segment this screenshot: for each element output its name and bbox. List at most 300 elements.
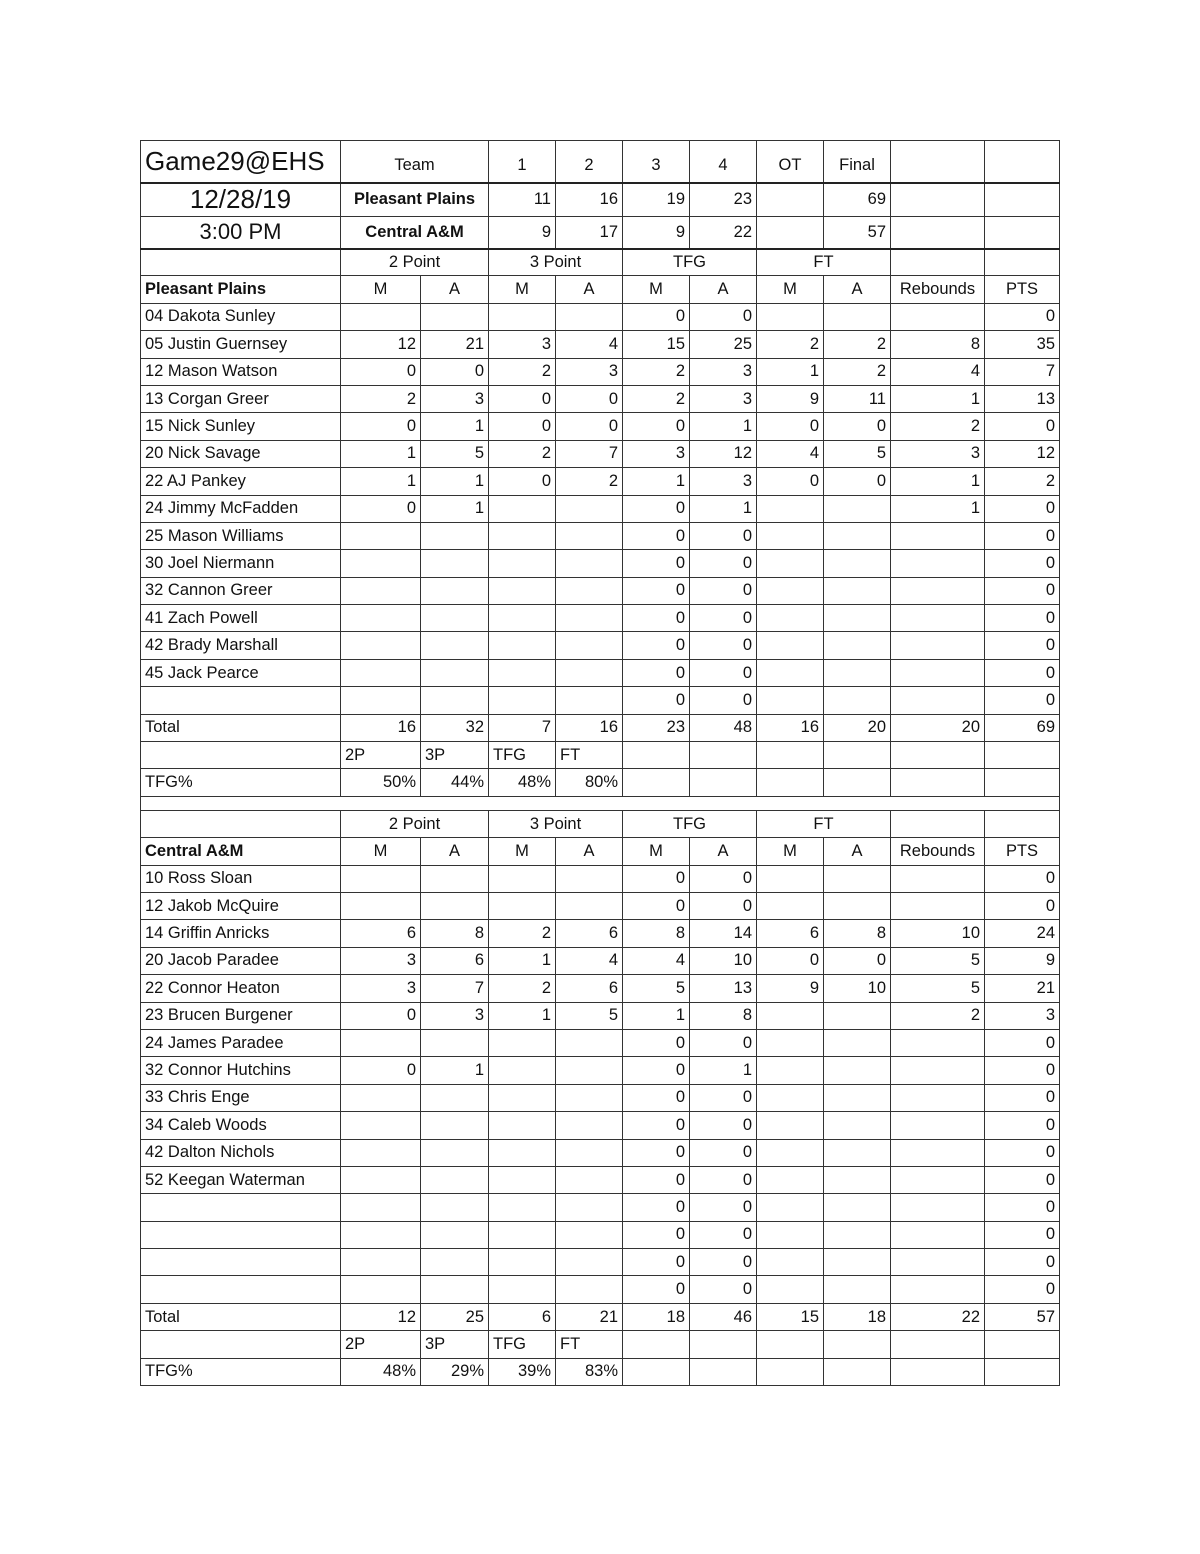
stat-cell: 3 <box>421 385 489 412</box>
group-header: 3 Point <box>489 249 623 276</box>
stat-cell: 0 <box>985 550 1060 577</box>
stat-cell: 0 <box>690 605 757 632</box>
stat-cell: 2 <box>341 385 421 412</box>
stat-cell: 0 <box>985 1084 1060 1111</box>
stat-cell <box>421 1166 489 1193</box>
player-row <box>141 577 1060 604</box>
q2-header: 2 <box>556 141 623 183</box>
group-header: FT <box>757 810 891 837</box>
stat-cell: 0 <box>623 892 690 919</box>
stat-cell: 5 <box>824 440 891 467</box>
total-cell: 20 <box>824 714 891 741</box>
stat-cell: 1 <box>421 495 489 522</box>
stat-cell <box>824 495 891 522</box>
stat-cell: 1 <box>891 495 985 522</box>
player-name: 52 Keegan Waterman <box>141 1166 341 1193</box>
score-cell: 23 <box>690 183 757 217</box>
team-name: Central A&M <box>141 838 341 865</box>
stat-cell <box>556 1276 623 1303</box>
stat-cell: 0 <box>985 1249 1060 1276</box>
stat-cell: 0 <box>757 413 824 440</box>
total-cell: 20 <box>891 714 985 741</box>
stat-cell: 8 <box>623 920 690 947</box>
total-cell: 22 <box>891 1303 985 1330</box>
stat-cell <box>757 1249 824 1276</box>
stat-cell <box>489 1029 556 1056</box>
pct-value: 48% <box>341 1358 421 1385</box>
stat-cell <box>891 605 985 632</box>
player-name: 23 Brucen Burgener <box>141 1002 341 1029</box>
stat-cell <box>556 1112 623 1139</box>
player-name: 22 AJ Pankey <box>141 468 341 495</box>
stat-cell: 0 <box>985 687 1060 714</box>
stat-cell <box>757 1112 824 1139</box>
stat-cell <box>421 605 489 632</box>
player-row <box>141 605 1060 632</box>
column-header: M <box>623 838 690 865</box>
stat-cell: 3 <box>556 358 623 385</box>
stat-cell <box>489 1249 556 1276</box>
stat-cell: 0 <box>690 865 757 892</box>
pct-label: 3P <box>421 1331 489 1358</box>
stat-cell: 0 <box>623 605 690 632</box>
player-row <box>141 1057 1060 1084</box>
stat-cell: 3 <box>690 468 757 495</box>
stat-cell: 0 <box>690 1194 757 1221</box>
stat-cell: 0 <box>690 303 757 330</box>
stat-cell <box>341 1166 421 1193</box>
stat-cell: 8 <box>891 331 985 358</box>
stat-cell <box>556 303 623 330</box>
player-row <box>141 331 1060 358</box>
stat-cell: 7 <box>556 440 623 467</box>
stat-cell: 0 <box>757 947 824 974</box>
stat-cell <box>489 659 556 686</box>
stat-cell <box>489 1139 556 1166</box>
stat-cell <box>757 522 824 549</box>
stat-cell <box>824 659 891 686</box>
player-name: 45 Jack Pearce <box>141 659 341 686</box>
stat-cell <box>489 1194 556 1221</box>
column-header: M <box>489 276 556 303</box>
stat-cell: 0 <box>690 1166 757 1193</box>
pct-row <box>141 1358 1060 1385</box>
column-header: A <box>824 276 891 303</box>
stat-cell: 0 <box>985 522 1060 549</box>
stat-cell <box>556 1057 623 1084</box>
column-header: A <box>556 838 623 865</box>
stat-cell: 0 <box>341 495 421 522</box>
stat-cell: 15 <box>623 331 690 358</box>
stat-cell: 0 <box>623 1194 690 1221</box>
group-header: TFG <box>623 249 757 276</box>
stat-cell <box>556 1221 623 1248</box>
stat-cell <box>421 1276 489 1303</box>
stat-cell: 2 <box>489 440 556 467</box>
player-name: 42 Dalton Nichols <box>141 1139 341 1166</box>
stat-cell <box>556 687 623 714</box>
player-name: 41 Zach Powell <box>141 605 341 632</box>
player-row <box>141 468 1060 495</box>
stat-cell: 0 <box>623 495 690 522</box>
quarter-header-row <box>141 141 1060 183</box>
total-cell: 32 <box>421 714 489 741</box>
stat-cell: 3 <box>985 1002 1060 1029</box>
stat-cell: 0 <box>489 385 556 412</box>
stat-cell: 1 <box>421 1057 489 1084</box>
stat-cell: 10 <box>824 975 891 1002</box>
column-header: Rebounds <box>891 838 985 865</box>
q4-header: 4 <box>690 141 757 183</box>
stat-cell <box>556 495 623 522</box>
stat-cell: 3 <box>690 358 757 385</box>
stat-cell <box>421 632 489 659</box>
stat-cell: 0 <box>623 687 690 714</box>
column-header: A <box>556 276 623 303</box>
pct-label-row <box>141 1331 1060 1358</box>
total-cell: 6 <box>489 1303 556 1330</box>
stat-cell: 12 <box>690 440 757 467</box>
player-name: 13 Corgan Greer <box>141 385 341 412</box>
stat-cell <box>489 1112 556 1139</box>
stat-cell <box>489 892 556 919</box>
stat-cell: 0 <box>690 550 757 577</box>
stat-cell: 0 <box>623 413 690 440</box>
stat-cell <box>757 495 824 522</box>
stat-cell: 0 <box>985 1276 1060 1303</box>
player-row <box>141 1112 1060 1139</box>
stat-cell <box>824 1139 891 1166</box>
total-cell: 12 <box>341 1303 421 1330</box>
stat-cell: 8 <box>824 920 891 947</box>
stat-cell <box>421 659 489 686</box>
stat-cell <box>824 1166 891 1193</box>
score-final: 57 <box>824 217 891 249</box>
stat-cell: 0 <box>985 1194 1060 1221</box>
stat-cell <box>489 865 556 892</box>
stat-cell <box>341 865 421 892</box>
stat-cell: 0 <box>623 865 690 892</box>
player-row <box>141 1249 1060 1276</box>
stat-cell <box>757 632 824 659</box>
stat-cell: 0 <box>985 495 1060 522</box>
stat-cell <box>489 687 556 714</box>
score-team-name: Pleasant Plains <box>341 183 489 217</box>
stat-cell: 0 <box>489 413 556 440</box>
team-column-header: Team <box>341 141 489 183</box>
stat-cell <box>341 522 421 549</box>
game-title: Game29@EHS <box>141 141 341 183</box>
stat-cell <box>556 577 623 604</box>
player-row <box>141 1029 1060 1056</box>
stat-cell <box>824 1084 891 1111</box>
stat-cell: 5 <box>623 975 690 1002</box>
stat-cell: 0 <box>690 1276 757 1303</box>
pct-label: 3P <box>421 742 489 769</box>
stat-cell <box>824 577 891 604</box>
pct-label: 2P <box>341 1331 421 1358</box>
player-row <box>141 1002 1060 1029</box>
stat-cell <box>824 605 891 632</box>
stat-cell: 4 <box>556 947 623 974</box>
player-name: 24 Jimmy McFadden <box>141 495 341 522</box>
stat-cell: 0 <box>985 1221 1060 1248</box>
stat-cell: 0 <box>690 1221 757 1248</box>
score-team-name: Central A&M <box>341 217 489 249</box>
stat-cell: 0 <box>824 947 891 974</box>
stat-cell: 0 <box>985 413 1060 440</box>
stat-cell: 0 <box>623 1249 690 1276</box>
total-cell: 15 <box>757 1303 824 1330</box>
stat-cell <box>891 1194 985 1221</box>
player-name: 25 Mason Williams <box>141 522 341 549</box>
stat-cell: 2 <box>891 1002 985 1029</box>
player-row <box>141 385 1060 412</box>
stat-cell: 5 <box>891 947 985 974</box>
player-name: 12 Mason Watson <box>141 358 341 385</box>
stat-cell <box>556 892 623 919</box>
stat-cell: 0 <box>341 1002 421 1029</box>
stat-cell: 10 <box>690 947 757 974</box>
stat-cell <box>757 687 824 714</box>
pct-label: 2P <box>341 742 421 769</box>
stat-cell <box>421 303 489 330</box>
stat-cell: 2 <box>489 920 556 947</box>
sheet-body <box>141 141 1060 1386</box>
player-name <box>141 687 341 714</box>
stat-cell <box>556 1194 623 1221</box>
player-name <box>141 1221 341 1248</box>
stat-cell: 1 <box>421 468 489 495</box>
pct-row-label: TFG% <box>141 1358 341 1385</box>
stat-cell: 0 <box>985 659 1060 686</box>
pct-label: FT <box>556 742 623 769</box>
stat-cell <box>891 577 985 604</box>
total-row <box>141 714 1060 741</box>
player-row <box>141 975 1060 1002</box>
stat-cell <box>824 1194 891 1221</box>
stat-cell <box>891 550 985 577</box>
player-name: 14 Griffin Anricks <box>141 920 341 947</box>
stat-cell <box>824 687 891 714</box>
stat-cell: 3 <box>489 331 556 358</box>
ot-header: OT <box>757 141 824 183</box>
score-final: 69 <box>824 183 891 217</box>
stat-cell <box>421 1112 489 1139</box>
stat-cell <box>891 1084 985 1111</box>
stat-cell: 0 <box>690 1139 757 1166</box>
stat-cell: 6 <box>556 920 623 947</box>
stat-cell: 0 <box>341 1057 421 1084</box>
stat-cell <box>421 1194 489 1221</box>
stat-cell: 0 <box>757 468 824 495</box>
stat-cell: 4 <box>891 358 985 385</box>
section-gap <box>141 796 1060 810</box>
stat-cell <box>824 1112 891 1139</box>
stat-cell: 2 <box>824 358 891 385</box>
player-row <box>141 659 1060 686</box>
stat-cell <box>824 522 891 549</box>
stat-cell: 0 <box>985 1029 1060 1056</box>
player-name: 12 Jakob McQuire <box>141 892 341 919</box>
stat-cell <box>421 1139 489 1166</box>
stat-cell <box>341 632 421 659</box>
player-name: 22 Connor Heaton <box>141 975 341 1002</box>
column-header: PTS <box>985 276 1060 303</box>
stat-cell: 1 <box>757 358 824 385</box>
stat-cell: 21 <box>421 331 489 358</box>
score-cell <box>757 183 824 217</box>
stat-cell <box>757 892 824 919</box>
stat-cell <box>421 1249 489 1276</box>
stat-cell: 1 <box>891 385 985 412</box>
stat-cell <box>421 865 489 892</box>
group-header: 2 Point <box>341 249 489 276</box>
stat-cell <box>757 865 824 892</box>
stat-cell: 0 <box>824 468 891 495</box>
stat-cell <box>341 1221 421 1248</box>
stat-cell <box>824 1249 891 1276</box>
score-cell: 9 <box>489 217 556 249</box>
stat-cell <box>341 1084 421 1111</box>
stat-cell <box>421 1029 489 1056</box>
player-name <box>141 1194 341 1221</box>
player-name <box>141 1249 341 1276</box>
stat-cell <box>489 632 556 659</box>
stat-cell: 9 <box>985 947 1060 974</box>
stat-cell: 2 <box>891 413 985 440</box>
total-cell: 25 <box>421 1303 489 1330</box>
stat-cell: 5 <box>891 975 985 1002</box>
stat-cell: 2 <box>985 468 1060 495</box>
column-header: A <box>421 276 489 303</box>
stat-cell: 0 <box>623 1112 690 1139</box>
stat-cell <box>891 1276 985 1303</box>
team1-score-row <box>141 183 1060 217</box>
stat-cell <box>757 1166 824 1193</box>
game-date: 12/28/19 <box>141 183 341 217</box>
team2-score-row <box>141 217 1060 249</box>
total-cell: 23 <box>623 714 690 741</box>
pct-value: 80% <box>556 769 623 796</box>
column-header: M <box>489 838 556 865</box>
score-cell: 19 <box>623 183 690 217</box>
player-row <box>141 687 1060 714</box>
stat-cell: 0 <box>623 550 690 577</box>
player-name: 20 Nick Savage <box>141 440 341 467</box>
pct-value: 48% <box>489 769 556 796</box>
stat-cell <box>341 605 421 632</box>
stat-cell: 21 <box>985 975 1060 1002</box>
stat-cell: 13 <box>985 385 1060 412</box>
stat-cell: 3 <box>341 975 421 1002</box>
total-cell: 16 <box>556 714 623 741</box>
stat-cell: 7 <box>985 358 1060 385</box>
player-name: 05 Justin Guernsey <box>141 331 341 358</box>
stat-cell <box>891 522 985 549</box>
stat-cell: 0 <box>985 1166 1060 1193</box>
column-header: PTS <box>985 838 1060 865</box>
group-header-row <box>141 810 1060 837</box>
player-name: 24 James Paradee <box>141 1029 341 1056</box>
player-row <box>141 522 1060 549</box>
stat-cell: 10 <box>891 920 985 947</box>
stat-cell: 0 <box>985 605 1060 632</box>
score-cell: 9 <box>623 217 690 249</box>
stat-cell: 4 <box>556 331 623 358</box>
stat-cell: 2 <box>824 331 891 358</box>
stat-cell <box>341 550 421 577</box>
stat-cell: 1 <box>891 468 985 495</box>
stat-cell: 4 <box>757 440 824 467</box>
player-row <box>141 1084 1060 1111</box>
stat-cell: 0 <box>690 687 757 714</box>
player-name: 15 Nick Sunley <box>141 413 341 440</box>
stat-cell: 0 <box>623 1139 690 1166</box>
stat-cell <box>556 1249 623 1276</box>
score-cell <box>757 217 824 249</box>
stat-cell: 3 <box>623 440 690 467</box>
stat-cell: 5 <box>421 440 489 467</box>
stat-cell: 0 <box>985 1057 1060 1084</box>
stat-cell <box>891 1029 985 1056</box>
stat-cell <box>421 550 489 577</box>
group-header: FT <box>757 249 891 276</box>
player-name: 32 Cannon Greer <box>141 577 341 604</box>
stat-cell <box>757 1276 824 1303</box>
stat-cell <box>421 687 489 714</box>
stat-cell: 1 <box>690 1057 757 1084</box>
player-row <box>141 1166 1060 1193</box>
stat-cell: 0 <box>623 522 690 549</box>
stat-cell <box>891 892 985 919</box>
player-row <box>141 892 1060 919</box>
stat-cell <box>421 577 489 604</box>
stat-cell: 0 <box>421 358 489 385</box>
stat-cell: 0 <box>690 1084 757 1111</box>
stat-cell <box>891 303 985 330</box>
stat-cell <box>341 1249 421 1276</box>
player-row <box>141 1139 1060 1166</box>
player-row <box>141 303 1060 330</box>
pct-value: 44% <box>421 769 489 796</box>
pct-label: TFG <box>489 742 556 769</box>
stat-cell: 11 <box>824 385 891 412</box>
stat-cell: 6 <box>341 920 421 947</box>
stat-cell <box>489 495 556 522</box>
stat-cell <box>341 687 421 714</box>
stat-cell: 8 <box>690 1002 757 1029</box>
stat-cell: 0 <box>690 522 757 549</box>
pct-value: 83% <box>556 1358 623 1385</box>
stat-cell <box>757 1057 824 1084</box>
pct-label: FT <box>556 1331 623 1358</box>
stat-cell: 1 <box>421 413 489 440</box>
q1-header: 1 <box>489 141 556 183</box>
stat-cell: 12 <box>341 331 421 358</box>
stat-cell <box>891 659 985 686</box>
player-name: 30 Joel Niermann <box>141 550 341 577</box>
stat-cell: 0 <box>690 892 757 919</box>
stat-cell <box>757 659 824 686</box>
stat-cell <box>341 1139 421 1166</box>
stat-cell <box>556 865 623 892</box>
stat-cell <box>757 1084 824 1111</box>
stat-cell <box>757 1221 824 1248</box>
stat-cell: 35 <box>985 331 1060 358</box>
player-row <box>141 1221 1060 1248</box>
stat-cell <box>421 522 489 549</box>
